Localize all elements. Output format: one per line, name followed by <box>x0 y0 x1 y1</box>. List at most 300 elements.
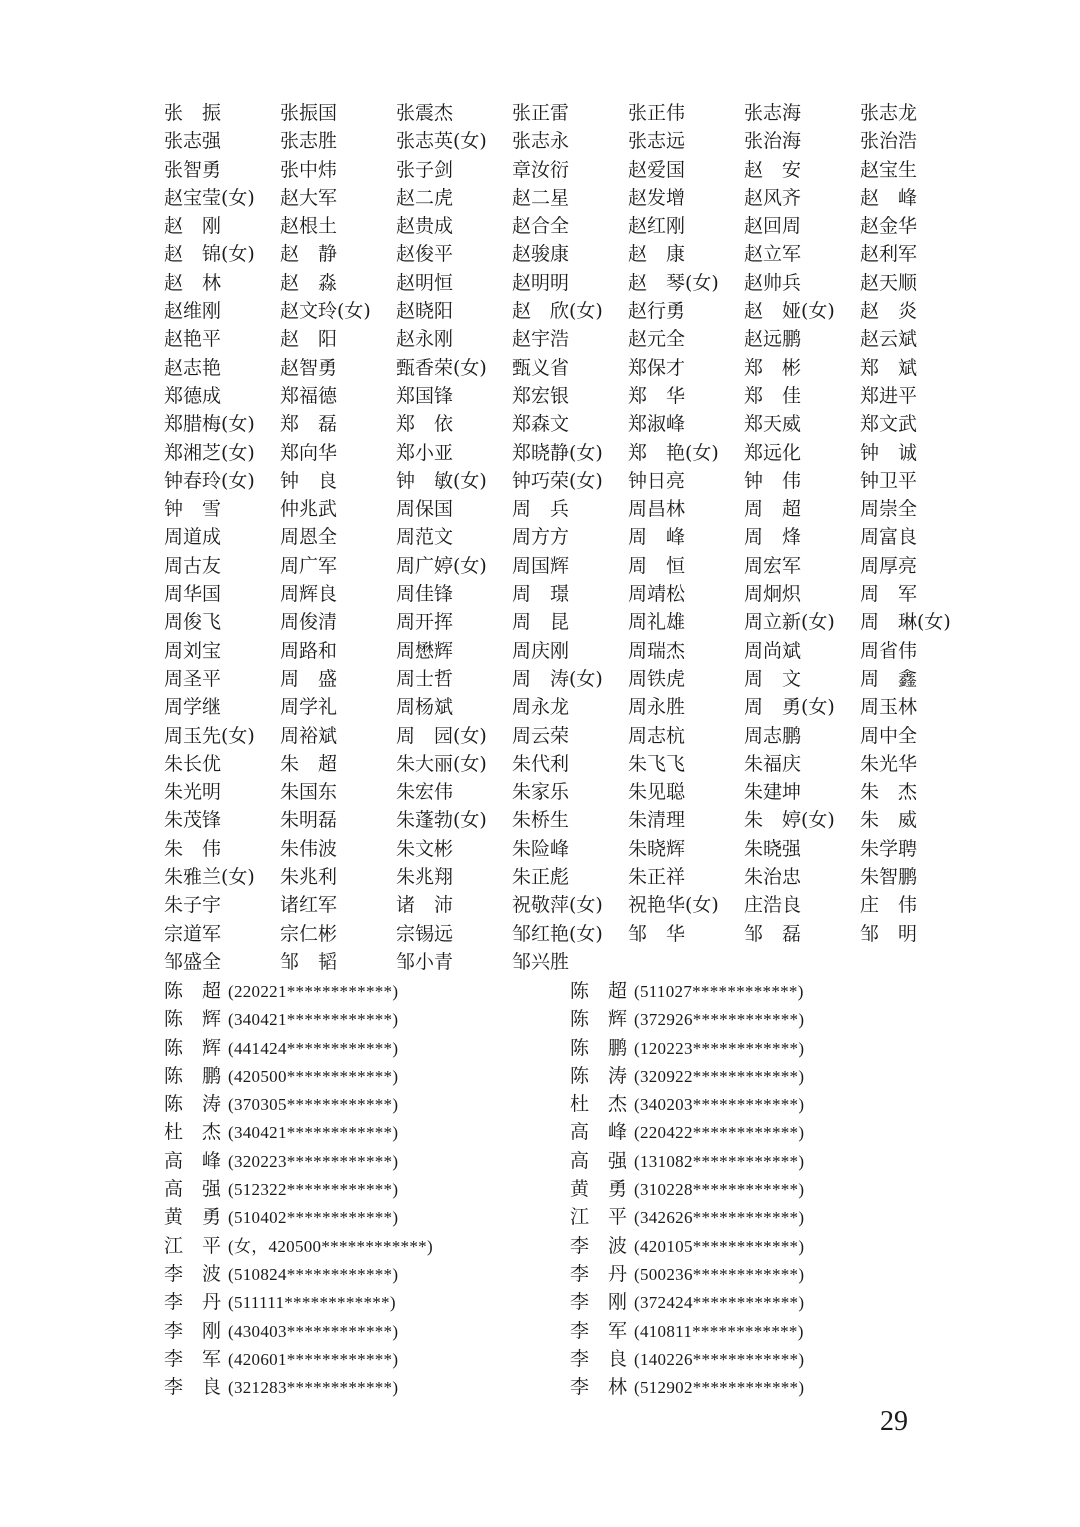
name-entry: 张志永 <box>512 130 570 153</box>
name-entry: 周杨斌 <box>396 696 454 719</box>
id-entry-code: (370305************) <box>228 1095 399 1115</box>
name-entry: 周玉先(女) <box>164 724 255 747</box>
name-entry: 赵大军 <box>280 186 338 209</box>
name-entry: 赵维刚 <box>164 300 222 323</box>
id-entry-code: (430403************) <box>228 1321 399 1341</box>
name-entry: 赵发增 <box>628 186 686 209</box>
name-entry: 邹 华 <box>628 922 686 945</box>
name-entry: 朱晓强 <box>744 837 802 860</box>
id-entry-code: (321283************) <box>228 1378 399 1398</box>
id-entry-code: (420500************) <box>228 1066 399 1086</box>
name-entry: 朱蓬勃(女) <box>396 809 487 832</box>
name-entry: 周礼雄 <box>628 611 686 634</box>
name-entry: 赵俊平 <box>396 243 454 266</box>
id-entry-name: 李 波 <box>164 1262 222 1285</box>
name-entry: 祝敬萍(女) <box>512 894 603 917</box>
name-entry: 朱光明 <box>164 781 222 804</box>
name-entry: 张志英(女) <box>396 130 487 153</box>
id-entry <box>164 1147 570 1175</box>
name-entry: 赵 琴(女) <box>628 271 719 294</box>
id-entry-name: 李 丹 <box>164 1291 222 1314</box>
id-entry-name: 高 峰 <box>164 1149 222 1172</box>
name-entry: 周佳锋 <box>396 583 454 606</box>
name-entry: 钟巧荣(女) <box>512 469 603 492</box>
id-entry-code: (420105************) <box>634 1236 805 1256</box>
id-entry-code: (131082************) <box>634 1151 805 1171</box>
name-entry: 周 峰 <box>628 526 686 549</box>
name-entry: 赵金华 <box>860 215 918 238</box>
name-entry: 张志远 <box>628 130 686 153</box>
name-entry: 赵利军 <box>860 243 918 266</box>
name-entry: 周志杭 <box>628 724 686 747</box>
id-entry-name: 李 军 <box>164 1347 222 1370</box>
name-entry: 张志胜 <box>280 130 338 153</box>
name-entry: 朱治忠 <box>744 866 802 889</box>
name-entry: 朱宏伟 <box>396 781 454 804</box>
names-grid <box>164 99 984 976</box>
name-entry: 周 超 <box>744 498 802 521</box>
id-entry <box>570 1090 976 1118</box>
name-entry: 周永胜 <box>628 696 686 719</box>
id-entry-code: (410811************) <box>634 1321 804 1341</box>
id-entry-name: 陈 鹏 <box>164 1064 222 1087</box>
name-entry: 郑 磊 <box>280 413 338 436</box>
name-entry: 郑湘芝(女) <box>164 441 255 464</box>
name-entry: 钟 良 <box>280 469 338 492</box>
id-entry-name: 杜 杰 <box>570 1093 628 1116</box>
name-entry: 赵回周 <box>744 215 802 238</box>
name-entry: 赵 欣(女) <box>512 300 603 323</box>
name-entry: 朱国东 <box>280 781 338 804</box>
name-entry: 庄浩良 <box>744 894 802 917</box>
name-entry: 朱子宇 <box>164 894 222 917</box>
id-entry <box>164 1118 570 1146</box>
name-entry: 周学礼 <box>280 696 338 719</box>
name-entry: 周懋辉 <box>396 639 454 662</box>
id-entry-name: 高 强 <box>570 1149 628 1172</box>
id-entry-code: (女，420500************) <box>228 1236 433 1256</box>
name-entry: 周炯炽 <box>744 583 802 606</box>
id-entry-name: 李 刚 <box>164 1319 222 1342</box>
name-entry: 仲兆武 <box>280 498 338 521</box>
id-entry <box>164 1203 570 1231</box>
name-entry: 赵红刚 <box>628 215 686 238</box>
name-entry: 郑 依 <box>396 413 454 436</box>
name-entry: 郑 彬 <box>744 356 802 379</box>
name-entry: 朱长优 <box>164 752 222 775</box>
id-entry-code: (310228************) <box>634 1180 805 1200</box>
name-entry: 赵 炎 <box>860 300 918 323</box>
id-entry-name: 李 丹 <box>570 1262 628 1285</box>
id-entry <box>570 1203 976 1231</box>
id-entry-name: 陈 涛 <box>570 1064 628 1087</box>
id-entry-name: 陈 鹏 <box>570 1036 628 1059</box>
name-entry: 邹兴胜 <box>512 950 570 973</box>
name-entry: 周 璟 <box>512 583 570 606</box>
name-entry: 邹红艳(女) <box>512 922 603 945</box>
name-entry: 周永龙 <box>512 696 570 719</box>
name-entry: 张智勇 <box>164 158 222 181</box>
name-entry: 朱 威 <box>860 809 918 832</box>
name-entry: 赵 安 <box>744 158 802 181</box>
id-entry <box>570 1345 976 1373</box>
id-entry-name: 陈 辉 <box>570 1008 628 1031</box>
name-entry: 周恩全 <box>280 526 338 549</box>
name-entry: 朱晓辉 <box>628 837 686 860</box>
name-entry: 周方方 <box>512 526 570 549</box>
name-entry: 周裕斌 <box>280 724 338 747</box>
name-entry: 钟 敏(女) <box>396 469 487 492</box>
id-entry-code: (511111************) <box>228 1293 396 1313</box>
name-entry: 朱见聪 <box>628 781 686 804</box>
name-entry: 周靖松 <box>628 583 686 606</box>
name-entry: 朱 伟 <box>164 837 222 860</box>
id-entry <box>164 1317 570 1345</box>
name-entry: 郑德成 <box>164 384 222 407</box>
name-entry: 赵 刚 <box>164 215 222 238</box>
name-entry: 郑保才 <box>628 356 686 379</box>
name-entry: 钟春玲(女) <box>164 469 255 492</box>
name-entry: 赵贵成 <box>396 215 454 238</box>
name-entry: 周士哲 <box>396 667 454 690</box>
page-number: 29 <box>880 1406 908 1437</box>
name-entry: 赵宝生 <box>860 158 918 181</box>
id-entry <box>164 1288 570 1316</box>
name-entry: 朱明磊 <box>280 809 338 832</box>
id-entry-code: (372424************) <box>634 1293 805 1313</box>
id-entry <box>570 1373 976 1401</box>
name-entry: 钟 诚 <box>860 441 918 464</box>
name-entry: 朱智鹏 <box>860 866 918 889</box>
id-entry-name: 李 军 <box>570 1319 628 1342</box>
name-entry: 朱大丽(女) <box>396 752 487 775</box>
name-entry: 赵元全 <box>628 328 686 351</box>
id-entry-code: (441424************) <box>228 1038 399 1058</box>
id-entry <box>164 1062 570 1090</box>
name-entry: 周 文 <box>744 667 802 690</box>
name-entry: 周刘宝 <box>164 639 222 662</box>
id-entry <box>164 1345 570 1373</box>
name-entry: 周立新(女) <box>744 611 835 634</box>
id-entry-code: (340203************) <box>634 1095 805 1115</box>
id-entry-name: 李 刚 <box>570 1291 628 1314</box>
name-entry: 宗锡远 <box>396 922 454 945</box>
name-entry: 周瑞杰 <box>628 639 686 662</box>
id-entry-name: 李 良 <box>164 1376 222 1399</box>
name-entry: 赵 阳 <box>280 328 338 351</box>
name-entry: 周俊飞 <box>164 611 222 634</box>
name-entry: 周铁虎 <box>628 667 686 690</box>
name-entry: 周国辉 <box>512 554 570 577</box>
id-entry-name: 高 强 <box>164 1178 222 1201</box>
id-entry-name: 陈 辉 <box>164 1008 222 1031</box>
name-entry: 周 鑫 <box>860 667 918 690</box>
id-entry-code: (320223************) <box>228 1151 399 1171</box>
name-entry: 郑淑峰 <box>628 413 686 436</box>
id-entry-code: (420601************) <box>228 1349 399 1369</box>
name-entry: 赵 林 <box>164 271 222 294</box>
name-entry: 周富良 <box>860 526 918 549</box>
name-entry: 赵艳平 <box>164 328 222 351</box>
name-entry: 邹小青 <box>396 950 454 973</box>
name-entry: 张志强 <box>164 130 222 153</box>
id-entry-code: (340421************) <box>228 1123 399 1143</box>
id-entry-code: (140226************) <box>634 1349 805 1369</box>
name-entry: 郑 艳(女) <box>628 441 719 464</box>
name-entry: 周 烽 <box>744 526 802 549</box>
id-entry-code: (372926************) <box>634 1010 805 1030</box>
name-entry: 周 盛 <box>280 667 338 690</box>
name-entry: 郑森文 <box>512 413 570 436</box>
name-entry: 周圣平 <box>164 667 222 690</box>
name-entry: 张 振 <box>164 102 222 124</box>
id-entry <box>570 977 976 1005</box>
name-entry: 赵明明 <box>512 271 570 294</box>
id-entry <box>570 1118 976 1146</box>
name-entry: 朱正祥 <box>628 866 686 889</box>
id-entry-name: 江 平 <box>164 1234 222 1257</box>
name-entry: 朱兆翔 <box>396 866 454 889</box>
id-entry-name: 江 平 <box>570 1206 628 1229</box>
name-entry: 郑 斌 <box>860 356 918 379</box>
id-entry-code: (320922************) <box>634 1066 805 1086</box>
id-entry-name: 陈 超 <box>164 980 222 1002</box>
id-entry <box>164 1175 570 1203</box>
name-entry: 周云荣 <box>512 724 570 747</box>
id-entry-code: (340421************) <box>228 1010 399 1030</box>
name-entry: 郑 华 <box>628 384 686 407</box>
name-entry: 郑向华 <box>280 441 338 464</box>
name-entry: 周 恒 <box>628 554 686 577</box>
id-entry <box>570 1005 976 1033</box>
name-entry: 周华国 <box>164 583 222 606</box>
name-entry: 周道成 <box>164 526 222 549</box>
id-entry <box>570 1317 976 1345</box>
name-entry: 赵二星 <box>512 186 570 209</box>
name-entry: 赵文玲(女) <box>280 300 371 323</box>
name-entry: 朱正彪 <box>512 866 570 889</box>
name-entry: 周中全 <box>860 724 918 747</box>
id-entry <box>570 1260 976 1288</box>
name-entry: 朱雅兰(女) <box>164 866 255 889</box>
name-entry: 郑宏银 <box>512 384 570 407</box>
id-entry <box>164 1090 570 1118</box>
name-entry: 张治海 <box>744 130 802 153</box>
id-entry <box>164 1034 570 1062</box>
name-entry: 赵天顺 <box>860 271 918 294</box>
name-entry: 张志龙 <box>860 102 918 124</box>
id-entry-name: 李 林 <box>570 1376 628 1399</box>
name-entry: 赵晓阳 <box>396 300 454 323</box>
id-entry-code: (510402************) <box>228 1208 399 1228</box>
name-entry: 赵风齐 <box>744 186 802 209</box>
name-entry: 章汝衍 <box>512 158 570 181</box>
id-entry <box>570 1288 976 1316</box>
name-entry: 周 昆 <box>512 611 570 634</box>
id-entry <box>164 977 570 1005</box>
name-entry: 赵爱国 <box>628 158 686 181</box>
id-entry-code: (342626************) <box>634 1208 805 1228</box>
name-entry: 周昌林 <box>628 498 686 521</box>
name-entry: 朱学聘 <box>860 837 918 860</box>
id-entry-code: (220221************) <box>228 982 399 1001</box>
name-entry: 赵合全 <box>512 215 570 238</box>
name-entry: 周 勇(女) <box>744 696 835 719</box>
name-entry: 赵 康 <box>628 243 686 266</box>
id-entry-code: (512902************) <box>634 1378 805 1398</box>
name-entry: 诸 沛 <box>396 894 454 917</box>
name-entry: 邹盛全 <box>164 950 222 973</box>
name-entry: 朱伟波 <box>280 837 338 860</box>
name-entry: 周尚斌 <box>744 639 802 662</box>
name-entry: 周省伟 <box>860 639 918 662</box>
name-entry: 周厚亮 <box>860 554 918 577</box>
id-entry <box>570 1147 976 1175</box>
name-entry: 周志鹏 <box>744 724 802 747</box>
name-entry: 周广军 <box>280 554 338 577</box>
name-entry: 周俊清 <box>280 611 338 634</box>
id-entry <box>570 1034 976 1062</box>
name-entry: 朱家乐 <box>512 781 570 804</box>
name-entry: 郑国锋 <box>396 384 454 407</box>
name-entry: 邹 磊 <box>744 922 802 945</box>
name-entry: 郑天威 <box>744 413 802 436</box>
name-entry: 张治浩 <box>860 130 918 153</box>
name-entry: 甄香荣(女) <box>396 356 487 379</box>
name-entry: 赵骏康 <box>512 243 570 266</box>
name-entry: 诸红军 <box>280 894 338 917</box>
name-entry: 郑晓静(女) <box>512 441 603 464</box>
name-entry: 周保国 <box>396 498 454 521</box>
id-entry-name: 高 峰 <box>570 1121 628 1144</box>
name-entry: 甄义省 <box>512 356 570 379</box>
name-entry: 赵 娅(女) <box>744 300 835 323</box>
name-entry: 宗道军 <box>164 922 222 945</box>
name-entry: 朱建坤 <box>744 781 802 804</box>
id-entry-name: 陈 超 <box>570 980 628 1002</box>
id-entry-name: 黄 勇 <box>570 1178 628 1201</box>
id-entry-name: 李 波 <box>570 1234 628 1257</box>
id-entry-name: 黄 勇 <box>164 1206 222 1229</box>
id-entry-code: (120223************) <box>634 1038 805 1058</box>
name-entry: 张振国 <box>280 102 338 124</box>
name-entry: 朱 杰 <box>860 781 918 804</box>
id-entry <box>164 1373 570 1401</box>
name-entry: 张志海 <box>744 102 802 124</box>
id-entry-name: 陈 涛 <box>164 1093 222 1116</box>
name-entry: 朱桥生 <box>512 809 570 832</box>
name-entry: 朱清理 <box>628 809 686 832</box>
id-entry-code: (511027************) <box>634 982 804 1001</box>
id-entry <box>164 1260 570 1288</box>
name-entry: 周玉林 <box>860 696 918 719</box>
name-entry: 郑文武 <box>860 413 918 436</box>
name-entry: 赵永刚 <box>396 328 454 351</box>
name-entry: 朱兆利 <box>280 866 338 889</box>
name-entry: 赵智勇 <box>280 356 338 379</box>
id-entry-name: 陈 辉 <box>164 1036 222 1059</box>
id-entry <box>164 1232 570 1260</box>
name-entry: 朱险峰 <box>512 837 570 860</box>
name-entry: 郑进平 <box>860 384 918 407</box>
name-entry: 周 军 <box>860 583 918 606</box>
id-entry-name: 李 良 <box>570 1347 628 1370</box>
id-entry-code: (220422************) <box>634 1123 805 1143</box>
name-entry: 赵 锦(女) <box>164 243 255 266</box>
name-entry: 郑小亚 <box>396 441 454 464</box>
id-entry <box>570 1175 976 1203</box>
name-entry: 邹 明 <box>860 922 918 945</box>
name-entry: 赵行勇 <box>628 300 686 323</box>
name-entry: 钟卫平 <box>860 469 918 492</box>
id-entry <box>570 1232 976 1260</box>
name-entry: 庄 伟 <box>860 894 918 917</box>
id-entry <box>570 1062 976 1090</box>
id-entry <box>164 1005 570 1033</box>
name-entry: 赵云斌 <box>860 328 918 351</box>
name-entry: 周辉良 <box>280 583 338 606</box>
name-entry: 郑 佳 <box>744 384 802 407</box>
name-entry: 钟 伟 <box>744 469 802 492</box>
name-entry: 朱光华 <box>860 752 918 775</box>
name-entry: 张正雷 <box>512 102 570 124</box>
name-entry: 周广婷(女) <box>396 554 487 577</box>
id-entry-code: (512322************) <box>228 1180 399 1200</box>
name-entry: 周 琳(女) <box>860 611 951 634</box>
name-entry: 朱文彬 <box>396 837 454 860</box>
name-entry: 朱 婷(女) <box>744 809 835 832</box>
name-entry: 朱代利 <box>512 752 570 775</box>
name-entry: 赵宝莹(女) <box>164 186 255 209</box>
name-entry: 赵远鹏 <box>744 328 802 351</box>
name-entry: 赵二虎 <box>396 186 454 209</box>
name-entry: 赵 峰 <box>860 186 918 209</box>
name-entry: 周 涛(女) <box>512 667 603 690</box>
name-entry: 赵宇浩 <box>512 328 570 351</box>
name-entry: 张中炜 <box>280 158 338 181</box>
name-entry: 赵 静 <box>280 243 338 266</box>
id-entry-name: 杜 杰 <box>164 1121 222 1144</box>
name-entry: 周 兵 <box>512 498 570 521</box>
name-entry: 周开挥 <box>396 611 454 634</box>
name-entry: 赵志艳 <box>164 356 222 379</box>
name-entry: 赵 淼 <box>280 271 338 294</box>
name-entry: 张震杰 <box>396 102 454 124</box>
name-entry: 周学继 <box>164 696 222 719</box>
name-entry: 周宏军 <box>744 554 802 577</box>
name-entry: 周路和 <box>280 639 338 662</box>
name-entry: 邹 韬 <box>280 950 338 973</box>
name-entry: 朱飞飞 <box>628 752 686 775</box>
name-entry: 朱 超 <box>280 752 338 775</box>
name-entry: 周古友 <box>164 554 222 577</box>
name-entry: 张子剑 <box>396 158 454 181</box>
name-entry: 周崇全 <box>860 498 918 521</box>
name-entry: 周范文 <box>396 526 454 549</box>
name-entry: 周 园(女) <box>396 724 487 747</box>
id-entry-code: (510824************) <box>228 1264 399 1284</box>
name-entry: 周庆刚 <box>512 639 570 662</box>
id-number-list <box>164 977 984 1401</box>
name-entry: 郑腊梅(女) <box>164 413 255 436</box>
name-entry: 郑远化 <box>744 441 802 464</box>
name-entry: 赵帅兵 <box>744 271 802 294</box>
id-entry-code: (500236************) <box>634 1264 805 1284</box>
name-entry: 赵明恒 <box>396 271 454 294</box>
name-entry: 朱福庆 <box>744 752 802 775</box>
name-entry: 张正伟 <box>628 102 686 124</box>
name-entry: 赵立军 <box>744 243 802 266</box>
